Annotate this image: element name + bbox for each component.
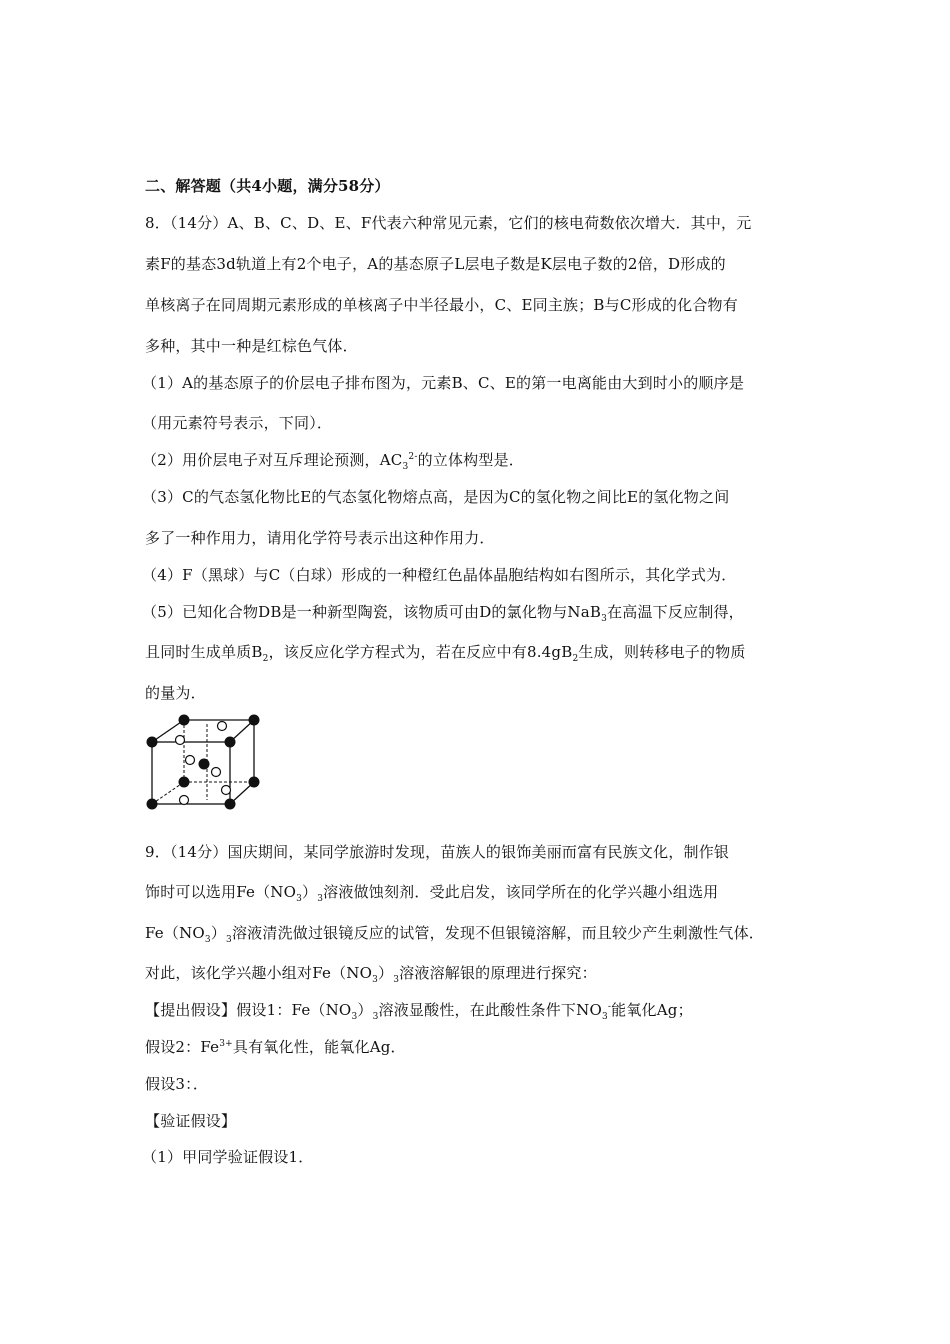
- crystal-unit-cell-icon: [140, 712, 266, 812]
- q9-line-4-sub: 3: [372, 975, 379, 985]
- crystal-unit-cell-diagram: [140, 712, 266, 812]
- q9-line-2-sub: 3: [296, 894, 303, 904]
- q9-hypothesis-3: 假设3：．: [145, 1075, 209, 1093]
- q8-part5-text-c: 且同时生成单质B: [145, 643, 263, 661]
- q9-hyp1-text-c: 溶液显酸性，在此酸性条件下NO: [378, 1001, 602, 1019]
- section-heading: 二、解答题（共4小题，满分58分）: [145, 177, 390, 195]
- q9-line-3-text-c: 溶液清洗做过银镜反应的试管，发现不但银镜溶解，而且较少产生刺激性气体．: [231, 924, 764, 942]
- q8-part5-text-d: ，该反应化学方程式为，若在反应中有8.4gB: [268, 643, 573, 661]
- q8-part2-text-b: 的立体构型是．: [417, 451, 524, 469]
- q8-part5-line-1: [142, 602, 812, 622]
- q8-part2-text-a: （2）用价层电子对互斥理论预测，AC: [142, 451, 403, 469]
- q9-line-3: [145, 923, 815, 943]
- q9-line-3-sub2: 3: [226, 935, 232, 945]
- q9-hyp1-text-a: 【提出假设】假设1：Fe（NO: [145, 1001, 352, 1019]
- q8-part1-line-2: （用元素符号表示，下同）．: [142, 414, 333, 432]
- q9-line-3-sub: 3: [204, 935, 211, 945]
- q8-line-1: 8．（14分）A、B、C、D、E、F代表六种常见元素，它们的核电荷数依次增大．其中，元: [145, 214, 752, 232]
- q8-part5-sub3: 2: [572, 654, 579, 664]
- q8-part5-text-e: 生成，则转移电子的物质: [578, 643, 746, 661]
- q8-line-3: 单核离子在同周期元素形成的单核离子中半径最小，C、E同主族；B与C形成的化合物有: [145, 296, 738, 314]
- q8-line-2: 素F的基态3d轨道上有2个电子，A的基态原子L层电子数是K层电子数的2倍，D形成的: [145, 255, 726, 273]
- q9-line-2: [145, 882, 815, 902]
- q8-part5-text-a: （5）已知化合物DB是一种新型陶瓷，该物质可由D的氯化物与NaB: [142, 603, 602, 621]
- q9-hyp1-sub: 3: [351, 1012, 358, 1022]
- q9-hyp2-sup: 3+: [219, 1039, 233, 1049]
- q8-line-4: 多种，其中一种是红棕色气体．: [145, 337, 358, 355]
- q9-hyp2-text-b: 具有氧化性，能氧化Ag．: [232, 1038, 406, 1056]
- q8-part3-line-2: 多了一种作用力，请用化学符号表示出这种作用力．: [145, 529, 495, 547]
- q9-line-1: 9．（14分）国庆期间，某同学旅游时发现，苗族人的银饰美丽而富有民族文化，制作银: [145, 843, 730, 861]
- q9-line-2-text-a: 饰时可以选用Fe（NO: [145, 883, 297, 901]
- q9-hypothesis-1: [145, 1000, 815, 1020]
- q8-part2-sub: 3: [402, 462, 409, 472]
- q8-part2-sup: 2-: [408, 452, 418, 462]
- q9-step-1: （1）甲同学验证假设1．: [142, 1148, 314, 1166]
- q9-line-3-text-b: ）: [210, 924, 227, 942]
- q9-hyp1-text-d: 能氧化Ag；: [611, 1001, 693, 1019]
- q8-part5-line-2: [145, 642, 815, 662]
- q9-hyp1-sub2: 3: [372, 1012, 379, 1022]
- q9-line-4-sub2: 3: [393, 975, 400, 985]
- q8-part5-line-3: 的量为．: [145, 684, 206, 702]
- q9-hyp2-text-a: 假设2：Fe: [145, 1038, 220, 1056]
- q8-part5-sub: 3: [601, 614, 608, 624]
- q8-part5-text-b: 在高温下反应制得，: [607, 603, 744, 621]
- q9-line-3-text-a: Fe（NO: [145, 924, 205, 942]
- q8-part4: （4）F（黑球）与C（白球）形成的一种橙红色晶体晶胞结构如右图所示，其化学式为．: [142, 566, 737, 584]
- q9-line-2-text-c: 溶液做蚀刻剂．受此启发，该同学所在的化学兴趣小组选用: [323, 883, 719, 901]
- q9-hypothesis-2: [145, 1037, 815, 1057]
- q8-part2: [142, 450, 812, 470]
- q9-line-4: [145, 963, 815, 983]
- q8-part1-line-1: （1）A的基态原子的价层电子排布图为，元素B、C、E的第一电离能由大到时小的顺序是: [142, 374, 745, 392]
- q9-hyp1-sup: -: [607, 1002, 612, 1012]
- q9-line-2-text-b: ）: [302, 883, 318, 901]
- q9-hyp1-sub3: 3: [601, 1012, 608, 1022]
- q8-part5-sub2: 2: [262, 654, 269, 664]
- q9-verify-heading: 【验证假设】: [145, 1112, 237, 1130]
- q8-part3-line-1: （3）C的气态氢化物比E的气态氢化物熔点高，是因为C的氢化物之间比E的氢化物之间: [142, 488, 730, 506]
- q9-line-4-text-c: 溶液溶解银的原理进行探究：: [399, 964, 597, 982]
- q9-line-4-text-a: 对此，该化学兴趣小组对Fe（NO: [145, 964, 373, 982]
- q9-line-2-sub2: 3: [317, 894, 324, 904]
- q9-line-4-text-b: ）: [378, 964, 394, 982]
- q9-hyp1-text-b: ）: [357, 1001, 373, 1019]
